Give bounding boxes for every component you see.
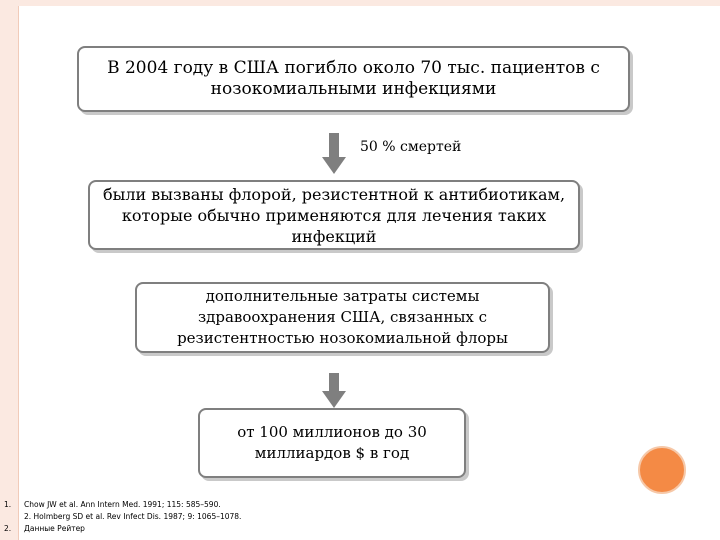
down-arrow-icon xyxy=(322,133,346,175)
reference-item xyxy=(4,499,241,511)
reference-text: Chow JW et al. Ann Intern Med. 1991; 115: 585–590. xyxy=(24,500,221,509)
box1-line2: нозокомиальными инфекциями xyxy=(210,79,497,99)
decorative-circle xyxy=(638,446,686,494)
deaths-percent-note: 50 % смертей xyxy=(360,139,462,155)
slide-frame-line xyxy=(18,6,19,540)
box3-line1: дополнительные затраты системы xyxy=(205,287,480,305)
reference-item xyxy=(4,511,241,523)
reference-number: 1. xyxy=(4,500,12,509)
box3-line3: резистентностью нозокомиальной флоры xyxy=(177,329,508,347)
reference-text: 2. Holmberg SD et al. Rev Infect Dis. 1987; 9: 1065–1078. xyxy=(24,512,242,521)
box1-line1: В 2004 году в США погибло около 70 тыс. пациентов с xyxy=(107,58,600,78)
reference-number: 2. xyxy=(4,524,12,533)
box2-line1: были вызваны флорой, резистентной к антибиотикам, xyxy=(102,184,566,204)
box-resistant-flora xyxy=(88,180,580,250)
box2-line2: которые обычно применяются для лечения таких xyxy=(121,205,547,225)
down-arrow-icon xyxy=(322,373,346,409)
references-list xyxy=(4,499,241,535)
box3-line2: здравоохранения США, связанных с xyxy=(197,308,488,326)
slide-frame-top xyxy=(18,0,720,6)
slide-frame-left xyxy=(0,0,19,540)
box-additional-costs xyxy=(135,282,550,353)
box-deaths-statement xyxy=(77,46,630,112)
box4-line2: миллиардов $ в год xyxy=(254,444,410,462)
reference-text: Данные Рейтер xyxy=(24,524,85,533)
box2-line3: инфекций xyxy=(291,226,377,246)
reference-item xyxy=(4,523,241,535)
box-cost-amount xyxy=(198,408,466,478)
box4-line1: от 100 миллионов до 30 xyxy=(237,423,427,441)
